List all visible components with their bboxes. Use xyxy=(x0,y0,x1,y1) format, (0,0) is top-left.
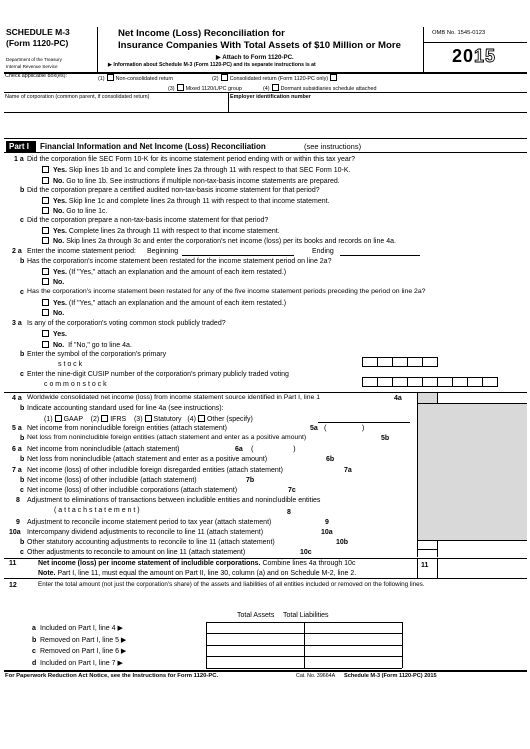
line-2c-no-checkbox[interactable] xyxy=(42,309,49,316)
line-7a-ref: 7a xyxy=(344,467,352,474)
total-liabilities-header: Total Liabilities xyxy=(283,612,329,619)
check-option-4: (4) Dormant subsidiaries schedule attached xyxy=(263,86,377,92)
line-12b-assets[interactable] xyxy=(207,634,303,644)
omb-number: OMB No. 1545-0123 xyxy=(432,30,486,36)
line-7b-label: Net income (loss) of other includible (attach statement) xyxy=(27,477,197,484)
mixed-group-checkbox[interactable] xyxy=(177,84,184,91)
line-6b-ref: 6b xyxy=(326,456,335,463)
tax-year-suffix: 15 xyxy=(474,46,497,66)
line-7c-label: Net income (loss) of other includible corporations (attach statement) xyxy=(27,487,238,494)
line-3b-label-2: s t o c k xyxy=(58,361,83,368)
attach-instruction: ▶ Attach to Form 1120-PC. xyxy=(216,54,294,61)
total-assets-header: Total Assets xyxy=(237,612,275,619)
line-11-amount[interactable] xyxy=(438,559,526,577)
check-option-2: (2) Consolidated return (Form 1120-PC only) xyxy=(212,74,339,82)
line-6a-label: Net income from nonincludible (attach statement) xyxy=(27,446,180,453)
line-1b-no-checkbox[interactable] xyxy=(42,207,49,214)
line-11-label: Net income (loss) per income statement of includible corporations. Combine lines 4a through 10c xyxy=(38,560,356,567)
line-2a-ending: Ending xyxy=(312,248,334,255)
line-8-ref: 8 xyxy=(287,509,291,516)
part-1-note: (see instructions) xyxy=(304,142,362,151)
footer-form-id: Schedule M-3 (Form 1120-PC) 2015 xyxy=(344,673,437,679)
line-3a-yes-checkbox[interactable] xyxy=(42,330,49,337)
ein-label: Employer identification number xyxy=(230,94,311,100)
line-12c-assets[interactable] xyxy=(207,646,303,656)
other-checkbox[interactable] xyxy=(198,415,205,422)
statutory-checkbox[interactable] xyxy=(145,415,152,422)
line-6a-ref: 6a xyxy=(235,446,243,453)
line-2b-yes: Yes. (If "Yes," attach an explanation and the amount of each item restated.) xyxy=(40,268,286,276)
line-1a-yes: Yes. Skip lines 1b and 1c and complete lines 2a through 11 with respect to that SEC Form 10-K. xyxy=(40,166,351,174)
line-1b-yes: Yes. Skip line 1c and complete lines 2a through 11 with respect to that income statement. xyxy=(40,197,330,205)
part-1-title: Financial Information and Net Income (Loss) Reconciliation xyxy=(40,142,266,151)
line-5a-ref: 5a xyxy=(310,425,318,432)
line-12d-assets[interactable] xyxy=(207,657,303,667)
line-2a-beginning: Beginning xyxy=(147,248,179,255)
line-12-label: Enter the total amount (not just the corporation's share) of the assets and liabilities of all entities included or removed on the following lines. xyxy=(38,581,425,588)
line-1c-no: No. Skip lines 2a through 3c and enter the corporation's net income (loss) per its books and records on line 4a. xyxy=(40,237,396,245)
line-12a-liabilities[interactable] xyxy=(305,623,401,633)
line-10a-label: Intercompany dividend adjustments to reconcile to line 11 (attach statement) xyxy=(27,529,264,536)
line-4a-label: Worldwide consolidated net income (loss) from income statement source identified in Part I, line 1 xyxy=(27,394,321,401)
shaded-area xyxy=(418,403,527,540)
line-1c-question: Did the corporation prepare a non-tax-basis income statement for that period? xyxy=(27,217,269,224)
line-5b-ref: 5b xyxy=(381,435,390,442)
line-2c-no: No. xyxy=(40,309,64,317)
corporation-name-field[interactable] xyxy=(4,101,226,111)
form-title-line1: Net Income (Loss) Reconciliation for xyxy=(118,28,285,39)
line-7a-label: Net income (loss) of other includible foreign disregarded entities (attach statement) xyxy=(27,467,284,474)
line-4a-ref: 4a xyxy=(394,395,402,402)
line-2a-beginning-field[interactable] xyxy=(182,255,294,256)
line-5b-label: Net loss from nonincludible foreign entities (attach statement and enter as a positive amount) xyxy=(27,434,307,441)
check-applicable-label: Check applicable box(es): xyxy=(5,73,68,79)
line-6a-paren[interactable]: ( ) xyxy=(251,444,296,453)
line-2c-yes-checkbox[interactable] xyxy=(42,299,49,306)
schedule-title: SCHEDULE M-3 xyxy=(6,27,70,37)
line-12d-liabilities[interactable] xyxy=(305,657,401,667)
part-1-tag: Part I xyxy=(6,141,36,152)
line-1c-no-checkbox[interactable] xyxy=(42,237,49,244)
tax-year xyxy=(452,47,496,65)
line-3a-no: No. If "No," go to line 4a. xyxy=(40,341,132,349)
non-consolidated-checkbox[interactable] xyxy=(107,74,114,81)
line-9-ref: 9 xyxy=(325,519,329,526)
line-5a-open-paren[interactable]: ( ) xyxy=(324,423,365,432)
line-3a-yes: Yes. xyxy=(40,330,67,338)
info-instruction: ▶ Information about Schedule M-3 (Form 1120-PC) and its separate instructions is at xyxy=(108,62,316,68)
line-3b-label: Enter the symbol of the corporation's primary xyxy=(27,351,167,358)
line-2b-no-checkbox[interactable] xyxy=(42,278,49,285)
line-10a-ref: 10a xyxy=(321,529,333,536)
consolidated-checkbox-end[interactable] xyxy=(330,74,337,81)
line-1c-yes-checkbox[interactable] xyxy=(42,227,49,234)
dept-treasury: Department of the Treasury xyxy=(6,57,62,62)
consolidated-checkbox[interactable] xyxy=(221,74,228,81)
line-12a-label: Included on Part I, line 4 ▶ xyxy=(40,625,123,632)
line-8-label: Adjustment to eliminations of transactions between includible entities and nonincludible entities xyxy=(27,497,321,504)
line-1b-yes-checkbox[interactable] xyxy=(42,197,49,204)
line-7c-ref: 7c xyxy=(288,487,296,494)
line-12b-liabilities[interactable] xyxy=(305,634,401,644)
line-12d-label: Included on Part I, line 7 ▶ xyxy=(40,660,123,667)
line-3a-no-checkbox[interactable] xyxy=(42,341,49,348)
line-12c-label: Removed on Part I, line 6 ▶ xyxy=(40,648,127,655)
line-6b-label: Net loss from nonincludible (attach statement and enter as a positive amount) xyxy=(27,456,268,463)
check-option-3: (3) Mixed 1120/L/PC group xyxy=(168,86,242,92)
line-10c-label: Other adjustments to reconcile to amount on line 11 (attach statement) xyxy=(27,549,246,556)
line-10b-label: Other statutory accounting adjustments to reconcile to line 11 (attach statement) xyxy=(27,539,275,546)
line-12a-assets[interactable] xyxy=(207,623,303,633)
line-3a-question: Is any of the corporation's voting common stock publicly traded? xyxy=(27,320,226,327)
line-11-ref: 11 xyxy=(421,562,429,569)
line-3c-label: Enter the nine-digit CUSIP number of the corporation's primary publicly traded voting xyxy=(27,371,289,378)
irs-label: Internal Revenue Service xyxy=(6,64,58,69)
line-2a-label: Enter the income statement period: xyxy=(27,248,136,255)
line-9-label: Adjustment to reconcile income statement period to tax year (attach statement) xyxy=(27,519,272,526)
line-4b-label: Indicate accounting standard used for line 4a (see instructions): xyxy=(27,405,224,412)
line-2b-no: No. xyxy=(40,278,64,286)
line-1c-yes: Yes. Complete lines 2a through 11 with respect to that income statement. xyxy=(40,227,280,235)
ifrs-checkbox[interactable] xyxy=(101,415,108,422)
gaap-checkbox[interactable] xyxy=(55,415,62,422)
ein-field[interactable] xyxy=(230,101,525,111)
line-1a-yes-checkbox[interactable] xyxy=(42,166,49,173)
line-4a-amount[interactable] xyxy=(438,393,526,403)
line-3c-label-2: c o m m o n s t o c k xyxy=(44,381,107,388)
line-2b-question: Has the corporation's income statement been restated for the income statement period on line 2a? xyxy=(27,258,332,265)
paperwork-notice: For Paperwork Reduction Act Notice, see the Instructions for Form 1120-PC. xyxy=(5,673,219,679)
line-2a-ending-field[interactable] xyxy=(340,255,420,256)
line-1b-no: No. Go to line 1c. xyxy=(40,207,107,215)
line-12c-liabilities[interactable] xyxy=(305,646,401,656)
line-1b-question: Did the corporation prepare a certified audited non-tax-basis income statement for that period? xyxy=(27,187,320,194)
line-1a-no-checkbox[interactable] xyxy=(42,177,49,184)
line-1a-no: No. Go to line 1b. See instructions if multiple non-tax-basis income statements are prepared. xyxy=(40,177,340,185)
check-option-1: (1) Non-consolidated return xyxy=(98,76,174,82)
line-5a-label: Net income from nonincludible foreign entities (attach statement) xyxy=(27,425,227,432)
line-11-note: Note. Part I, line 11, must equal the amount on Part II, line 30, column (a) and on Schedule M-2, line 2. xyxy=(38,570,357,577)
line-10c-ref: 10c xyxy=(300,549,312,556)
dormant-subsidiaries-checkbox[interactable] xyxy=(272,84,279,91)
form-number: (Form 1120-PC) xyxy=(6,38,69,48)
line-12b-label: Removed on Part I, line 5 ▶ xyxy=(40,637,127,644)
tax-year-prefix: 20 xyxy=(452,46,475,66)
line-2c-question: Has the corporation's income statement been restated for any of the five income statement periods preceding the period on line 2a? xyxy=(27,288,426,295)
line-1a-question: Did the corporation file SEC Form 10-K for its income statement period ending with or within this tax year? xyxy=(27,156,355,163)
line-4b-options: (1) GAAP (2) IFRS (3) Statutory (4) Other (specify) xyxy=(44,416,253,423)
line-8-label-2: ( a t t a c h s t a t e m e n t ) xyxy=(54,507,140,514)
catalog-number: Cat. No. 39664A xyxy=(296,673,336,679)
line-7b-ref: 7b xyxy=(246,477,255,484)
line-2c-yes: Yes. (If "Yes," attach an explanation and the amount of each item restated.) xyxy=(40,299,286,307)
corporation-name-label: Name of corporation (common parent, if consolidated return) xyxy=(5,94,150,100)
line-10b-ref: 10b xyxy=(336,539,349,546)
form-title-line2: Insurance Companies With Total Assets of $10 Million or More xyxy=(118,40,401,51)
line-2b-yes-checkbox[interactable] xyxy=(42,268,49,275)
